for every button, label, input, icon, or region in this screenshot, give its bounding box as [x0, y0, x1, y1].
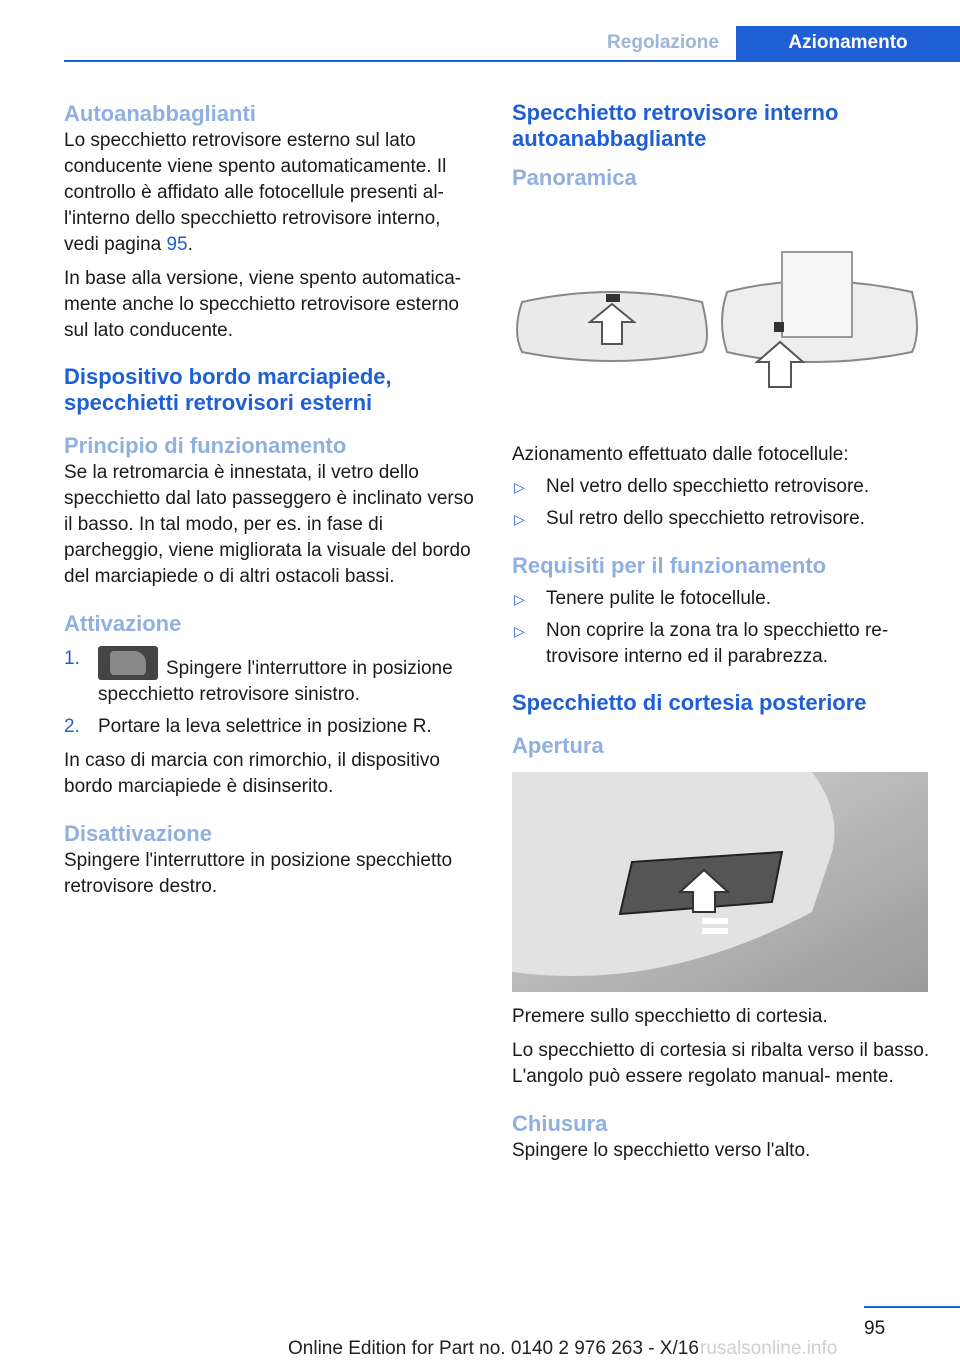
interior-mirror-illustration [512, 212, 932, 412]
paragraph-azionamento: Azionamento effettuato dalle fotocellule: [512, 444, 849, 465]
heading-panoramica: Panoramica [512, 165, 637, 190]
paragraph-versione: In base alla versione, viene spento automatica- mente anche lo specchietto retrovisore esterno sul lato conducente. [64, 268, 462, 341]
triangle-right-icon: ▷ [514, 623, 525, 639]
left-column [64, 100, 480, 900]
paragraph-disattivazione: Spingere l'interruttore in posizione specchietto retrovisore destro. [64, 850, 453, 897]
paragraph-autoanabbaglianti [64, 128, 480, 258]
photocell-list [512, 474, 932, 532]
edition-note: Online Edition for Part no. 0140 2 976 263 - X/16 [288, 1338, 699, 1359]
paragraph-end: . [187, 234, 193, 255]
heading-principio: Principio di funzionamento [64, 433, 347, 458]
step-text: Spingere l'interruttore in posizione specchietto retrovisore sinistro. [98, 658, 453, 705]
list-item [512, 474, 932, 500]
bullet-text: Tenere pulite le fotocellule. [546, 588, 771, 609]
heading-requisiti: Requisiti per il funzionamento [512, 553, 827, 578]
triangle-right-icon: ▷ [514, 479, 525, 495]
heading-attivazione: Attivazione [64, 611, 182, 636]
list-item [64, 646, 480, 708]
triangle-right-icon: ▷ [514, 511, 525, 527]
heading-chiusura: Chiusura [512, 1111, 608, 1136]
page-link[interactable]: 95 [166, 234, 188, 255]
paragraph-rimorchio: In caso di marcia con rimorchio, il dispositivo bordo marciapiede è disinserito. [64, 750, 440, 797]
photocell-front-icon [606, 294, 620, 302]
vanity-mirror-illustration [512, 772, 928, 992]
footer-divider [864, 1306, 960, 1308]
heading-dispositivo: Dispositivo bordo marciapiede, specchietti retrovisori esterni [64, 364, 392, 415]
paragraph-premere: Premere sullo specchietto di cortesia. [512, 1006, 828, 1027]
tab-azionamento[interactable]: Azionamento [736, 26, 960, 60]
heading-cortesia: Specchietto di cortesia posteriore [512, 690, 867, 715]
mirror-switch-icon [98, 646, 158, 680]
step-number: 1. [64, 648, 80, 669]
heading-autoanabbaglianti: Autoanabbaglianti [64, 101, 256, 126]
list-item [512, 618, 932, 670]
triangle-right-icon: ▷ [514, 591, 525, 607]
page-number: 95 [864, 1318, 886, 1339]
heading-specchietto-interno: Specchietto retrovisore interno autoanabbagliante [512, 100, 839, 151]
page-header [0, 0, 960, 64]
heading-apertura: Apertura [512, 733, 604, 758]
step-number: 2. [64, 716, 80, 737]
bullet-text: Non coprire la zona tra lo specchietto re- trovisore interno ed il parabrezza. [546, 620, 889, 667]
paragraph-ribalta: Lo specchietto di cortesia si ribalta verso il basso. L'angolo può essere regolato manual- mente. [512, 1040, 930, 1087]
paragraph-principio: Se la retromarcia è innestata, il vetro dello specchietto dal lato passeggero è inclinato verso il basso. In tal modo, per es. in fase di parcheggio, viene migliorata la visuale del bordo del marciapiede o di altri ostacoli bassi. [64, 462, 474, 587]
list-item [64, 714, 480, 740]
list-item [512, 506, 932, 532]
list-item [512, 586, 932, 612]
photocell-rear-icon [774, 322, 784, 332]
header-divider [64, 60, 960, 62]
tab-regolazione[interactable]: Regolazione [607, 32, 719, 53]
bullet-text: Sul retro dello specchietto retrovisore. [546, 508, 865, 529]
paragraph-text: Lo specchietto retrovisore esterno sul lato conducente viene spento automaticamente. Il controllo è affidato alle fotocellule presenti al- l'interno dello specchietto retrovisore interno, vedi pagina [64, 130, 447, 255]
bullet-text: Nel vetro dello specchietto retrovisore. [546, 476, 870, 497]
step-text: Portare la leva selettrice in posizione R. [98, 716, 432, 737]
activation-steps [64, 646, 480, 740]
heading-disattivazione: Disattivazione [64, 821, 212, 846]
watermark: rusalsonline.info [700, 1338, 838, 1359]
right-column [512, 100, 932, 1164]
paragraph-chiusura: Spingere lo specchietto verso l'alto. [512, 1140, 811, 1161]
requirements-list [512, 586, 932, 670]
